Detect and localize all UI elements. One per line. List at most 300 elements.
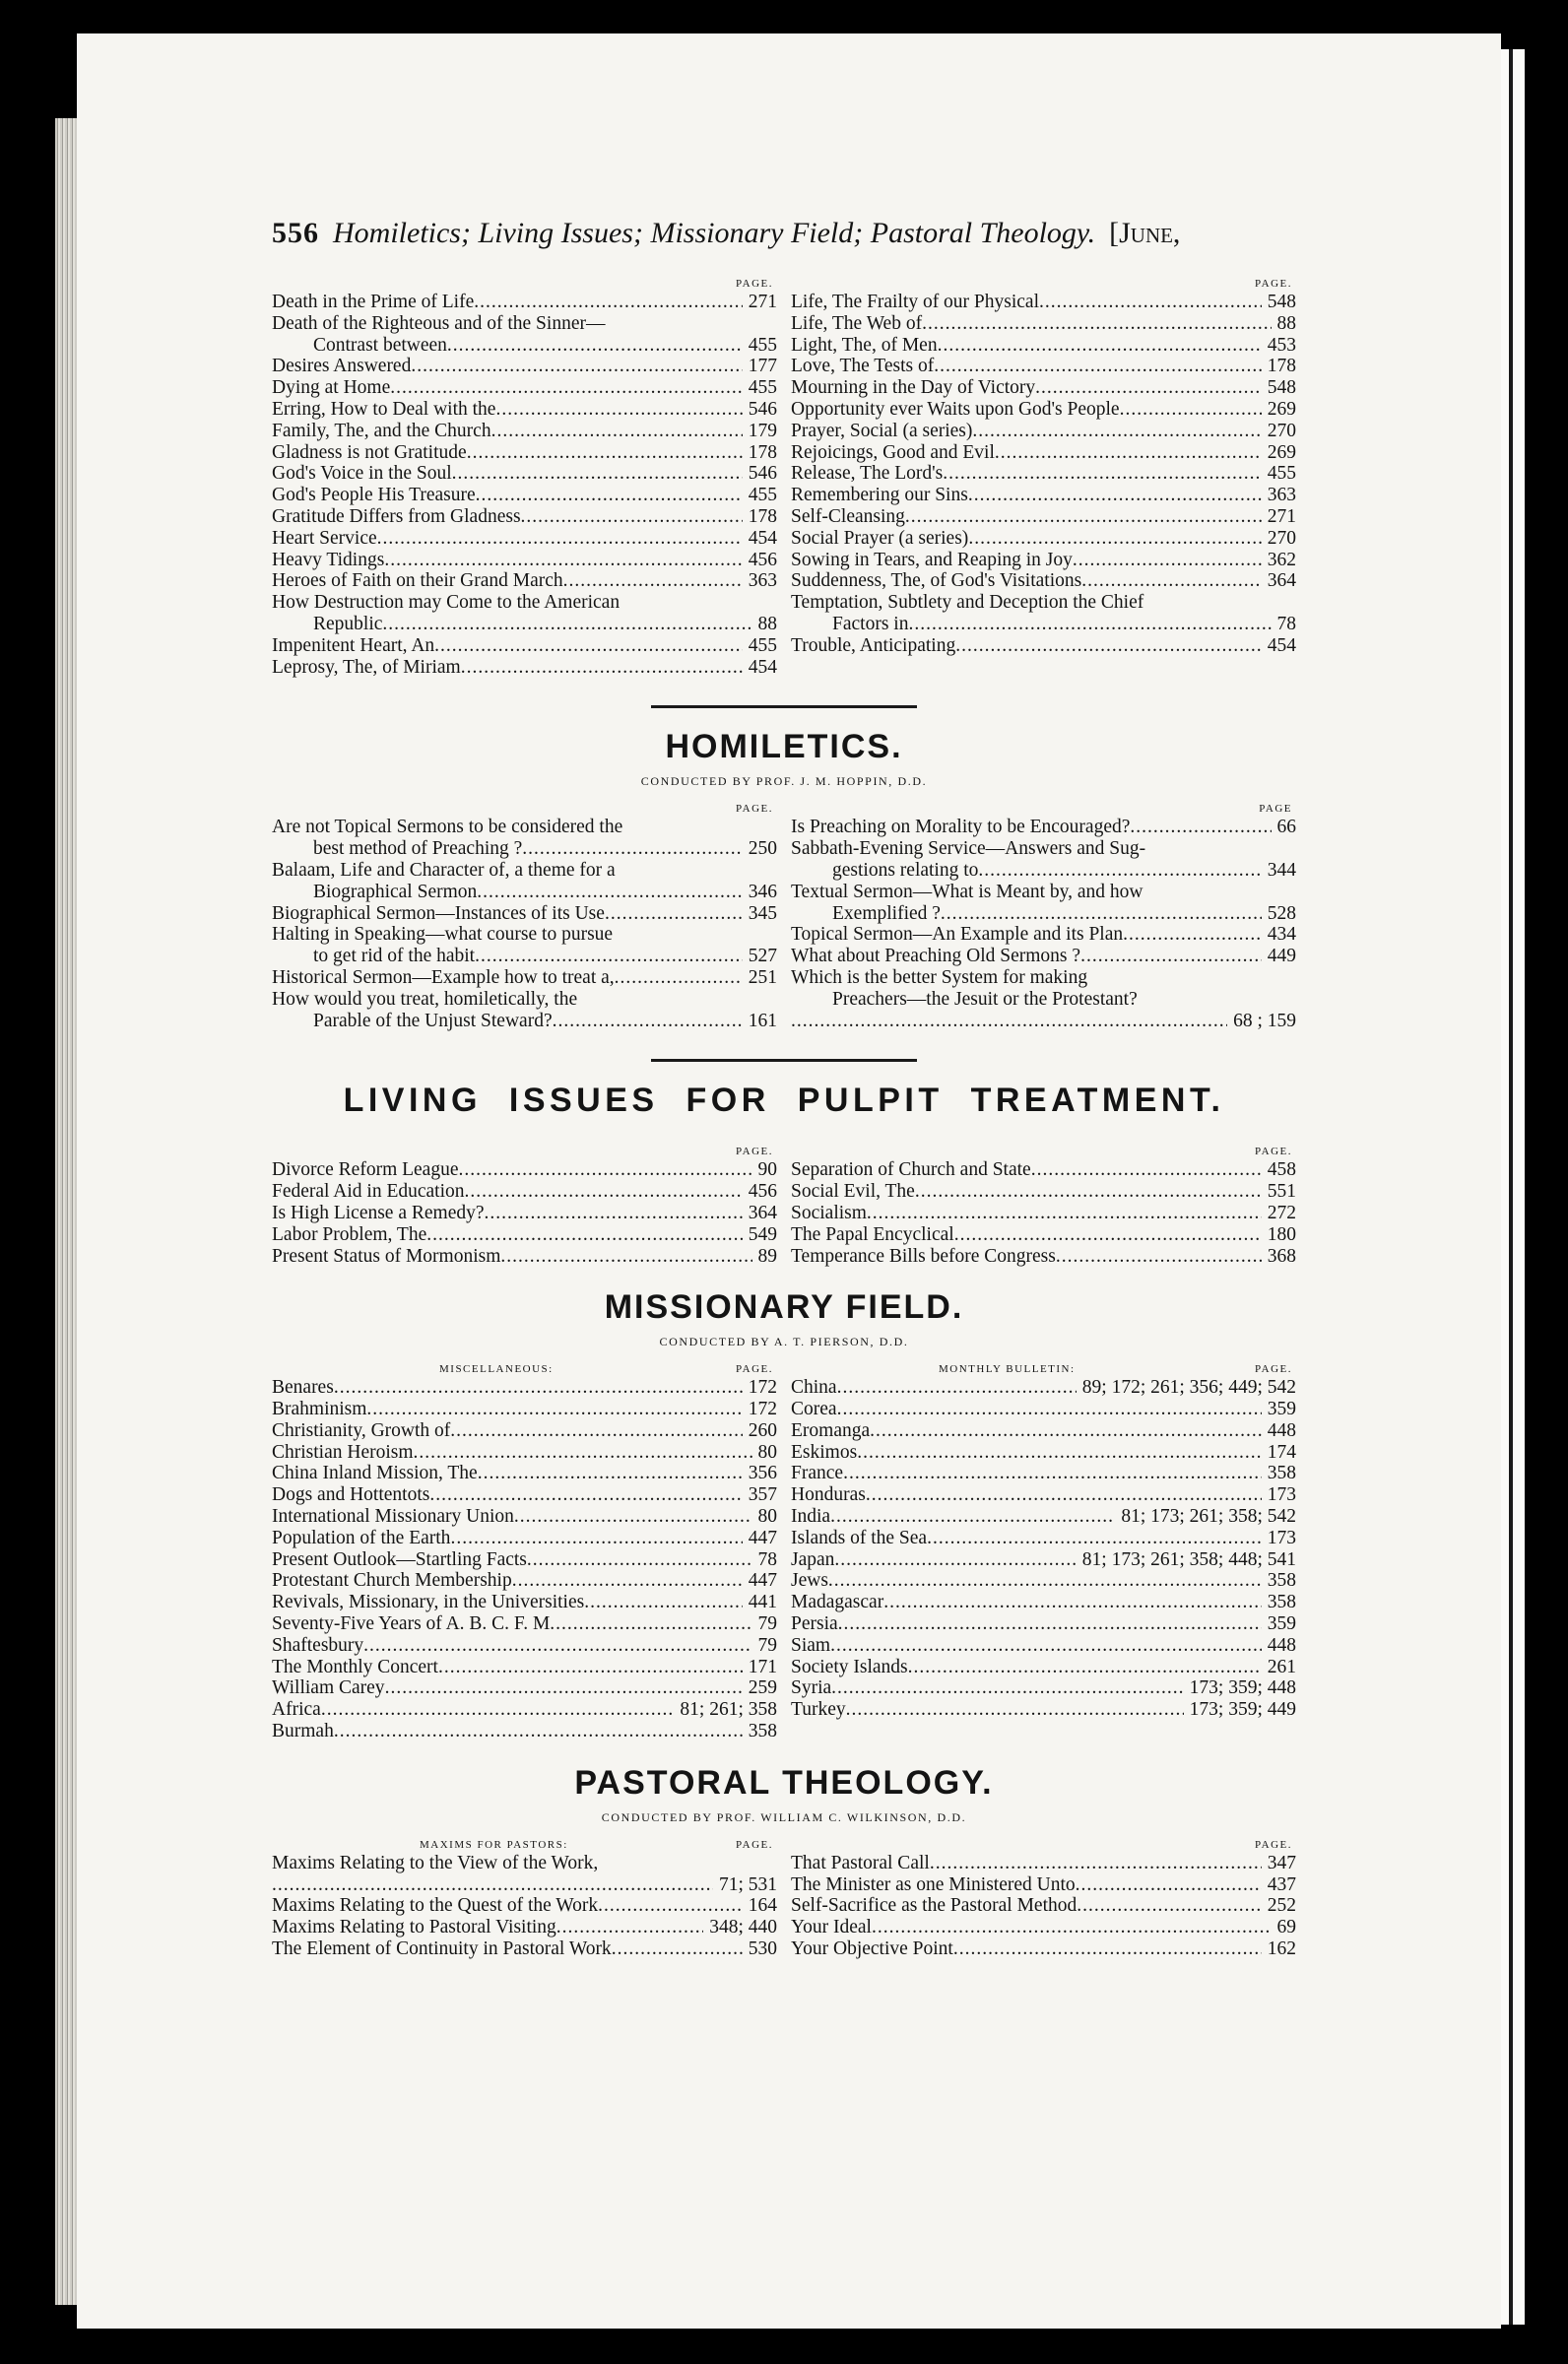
index-entry <box>791 485 1296 506</box>
entry-title: Balaam, Life and Character of, a theme for a <box>272 859 616 881</box>
entry-page: 171 <box>748 1656 777 1677</box>
entry-page: 172 <box>748 1377 777 1399</box>
entry-title: Impenitent Heart, An ..... <box>272 635 743 657</box>
entry-page: 455 <box>748 377 777 399</box>
entry-page: 344 <box>1267 859 1296 881</box>
entry-title: Siam ..... <box>791 1635 1262 1657</box>
entry-title: Eskimos ..... <box>791 1442 1262 1464</box>
entry-page: 89 <box>757 1245 777 1267</box>
entry-page: 79 <box>757 1634 777 1656</box>
page-heading: PAGE. <box>736 278 773 290</box>
facing-page-edge <box>1501 49 1525 2325</box>
column-head <box>791 1146 1296 1157</box>
entry-title: Are not Topical Sermons to be considered the <box>272 817 623 838</box>
entry-page: 259 <box>748 1677 777 1699</box>
entry-title: Revivals, Missionary, in the Universities ..... <box>272 1592 743 1613</box>
index-entry <box>272 903 777 925</box>
index-entry <box>272 1592 777 1613</box>
entry-list <box>791 1159 1296 1267</box>
entry-page: 173 <box>1267 1527 1296 1548</box>
entry-page: 80 <box>757 1506 777 1528</box>
entry-page: 252 <box>1267 1895 1296 1917</box>
index-entry <box>791 1463 1296 1484</box>
subheading: MISCELLANEOUS: <box>439 1363 554 1376</box>
index-entry <box>791 1917 1296 1938</box>
entry-page: 441 <box>748 1592 777 1613</box>
index-entry <box>272 1377 777 1399</box>
entry-page: 548 <box>1267 377 1296 399</box>
index-entry <box>272 946 777 967</box>
entry-title: Separation of Church and State ..... <box>791 1159 1262 1181</box>
entry-title: Halting in Speaking—what course to pursue <box>272 924 614 946</box>
entry-page: 178 <box>748 505 777 527</box>
index-entry <box>791 1853 1296 1874</box>
index-entry <box>791 421 1296 442</box>
running-title: Homiletics; Living Issues; Missionary Field; Pastoral Theology. <box>333 217 1096 249</box>
page-heading: PAGE. <box>1255 1838 1292 1851</box>
column-head <box>272 278 777 290</box>
entry-title: Society Islands ..... <box>791 1657 1262 1678</box>
index-entry <box>272 485 777 506</box>
entry-title: Release, The Lord's ..... <box>791 463 1262 485</box>
entry-page: 346 <box>748 881 777 902</box>
section-title-living-issues: LIVING ISSUES FOR PULPIT TREATMENT. <box>343 1082 1225 1120</box>
entry-title: Labor Problem, The ..... <box>272 1224 743 1246</box>
entry-page: 357 <box>748 1484 777 1506</box>
index-entry <box>272 1528 777 1549</box>
page-heading: PAGE. <box>1255 1146 1292 1158</box>
index-entry <box>272 1853 777 1874</box>
page-heading: PAGE. <box>1255 1363 1292 1376</box>
index-entry <box>272 506 777 528</box>
entry-page: 364 <box>1267 570 1296 592</box>
entry-title: The Element of Continuity in Pastoral Work ..... <box>272 1938 743 1960</box>
index-entry <box>791 989 1296 1011</box>
entry-title: Social Evil, The ..... <box>791 1181 1262 1203</box>
index-entry <box>272 1613 777 1635</box>
page-heading: PAGE. <box>736 1838 773 1851</box>
entry-page: 363 <box>1267 485 1296 506</box>
entry-page: 549 <box>748 1223 777 1245</box>
entry-title: Shaftesbury ..... <box>272 1635 752 1657</box>
entry-page: 68 ; 159 <box>1233 1010 1296 1031</box>
index-entry <box>272 550 777 571</box>
pastoral-columns <box>272 1839 1296 1960</box>
entry-page: 88 <box>1276 312 1296 334</box>
entry-page: 173; 359; 448 <box>1189 1677 1296 1699</box>
entry-page: 66 <box>1276 817 1296 838</box>
entry-page: 455 <box>748 634 777 656</box>
index-entry <box>791 292 1296 313</box>
index-entry <box>272 1203 777 1224</box>
entry-title: Honduras ..... <box>791 1484 1262 1506</box>
entry-title: Light, The, of Men ..... <box>791 335 1262 357</box>
conducted-by: CONDUCTED BY A. T. PIERSON, D.D. <box>659 1335 909 1349</box>
entry-title: Sowing in Tears, and Reaping in Joy ..... <box>791 550 1262 571</box>
entry-page: 178 <box>748 441 777 463</box>
index-right-column <box>791 278 1296 678</box>
index-entry <box>791 1246 1296 1268</box>
entry-page: 173; 359; 449 <box>1189 1699 1296 1721</box>
entry-list <box>791 817 1296 1031</box>
entry-page: 359 <box>1267 1613 1296 1635</box>
homiletics-right-column <box>791 803 1296 1031</box>
entry-title: Death in the Prime of Life ..... <box>272 292 743 313</box>
index-entry <box>272 1677 777 1699</box>
entry-page: 546 <box>748 463 777 485</box>
entry-page: 88 <box>757 613 777 634</box>
conducted-by: CONDUCTED BY PROF. WILLIAM C. WILKINSON, D.D. <box>601 1809 967 1824</box>
entry-title: Madagascar ..... <box>791 1592 1262 1613</box>
running-month: [June, <box>1109 217 1181 249</box>
entry-title: Self-Sacrifice as the Pastoral Method ..... <box>791 1895 1262 1917</box>
index-entry <box>791 838 1296 860</box>
index-entry <box>272 1570 777 1592</box>
entry-title: Gladness is not Gratitude ..... <box>272 442 743 464</box>
index-entry <box>791 635 1296 657</box>
index-left-column <box>272 278 777 678</box>
entry-page: 79 <box>757 1613 777 1635</box>
entry-title: That Pastoral Call ..... <box>791 1853 1262 1874</box>
entry-page: 261 <box>1267 1656 1296 1677</box>
entry-page: 447 <box>748 1527 777 1548</box>
index-entry <box>791 1677 1296 1699</box>
entry-title: Rejoicings, Good and Evil ..... <box>791 442 1262 464</box>
entry-title: How Destruction may Come to the American <box>272 592 621 614</box>
running-head <box>272 217 1296 250</box>
index-entry <box>791 1635 1296 1657</box>
entry-title: Biographical Sermon ..... <box>272 882 743 903</box>
entry-page: 449 <box>1267 946 1296 967</box>
entry-page: 90 <box>757 1159 777 1181</box>
index-entry <box>791 1159 1296 1181</box>
entry-title: Life, The Web of ..... <box>791 313 1272 335</box>
entry-title: Burmah ..... <box>272 1721 743 1742</box>
entry-page: 437 <box>1267 1873 1296 1895</box>
column-head <box>272 803 777 815</box>
entry-title: best method of Preaching ? ..... <box>272 838 743 860</box>
homiletics-left-column <box>272 803 777 1031</box>
index-entry <box>791 1181 1296 1203</box>
entry-page: 434 <box>1267 924 1296 946</box>
entry-title: Is High License a Remedy? ..... <box>272 1203 743 1224</box>
index-entry <box>272 1399 777 1420</box>
index-entry <box>791 1011 1296 1032</box>
index-entry <box>791 570 1296 592</box>
entry-title: Parable of the Unjust Steward? ..... <box>272 1011 743 1032</box>
entry-title: China ..... <box>791 1377 1077 1399</box>
entry-title: Mourning in the Day of Victory ..... <box>791 377 1262 399</box>
entry-page: 455 <box>1267 463 1296 485</box>
entry-title <box>272 1874 713 1896</box>
index-entry <box>272 292 777 313</box>
entry-title: Islands of the Sea ..... <box>791 1528 1262 1549</box>
entry-page: 251 <box>748 966 777 988</box>
entry-title: Erring, How to Deal with the ..... <box>272 399 743 421</box>
entry-title: Opportunity ever Waits upon God's People ..... <box>791 399 1262 421</box>
index-entry <box>272 924 777 946</box>
entry-title: to get rid of the habit ..... <box>272 946 743 967</box>
index-entry <box>791 614 1296 635</box>
entry-list <box>791 1377 1296 1721</box>
missionary-right-column <box>791 1363 1296 1742</box>
entry-title: Temptation, Subtlety and Deception the Chief <box>791 592 1144 614</box>
index-entry <box>791 1442 1296 1464</box>
conducted-by: CONDUCTED BY PROF. J. M. HOPPIN, D.D. <box>640 774 928 789</box>
entry-title: Is Preaching on Morality to be Encouraged? ..... <box>791 817 1272 838</box>
entry-page: 368 <box>1267 1245 1296 1267</box>
entry-title: Protestant Church Membership ..... <box>272 1570 743 1592</box>
entry-title: Christian Heroism ..... <box>272 1442 752 1464</box>
entry-page: 174 <box>1267 1441 1296 1463</box>
entry-title: Contrast between ..... <box>272 335 743 357</box>
entry-page: 454 <box>748 656 777 678</box>
entry-title: Historical Sermon—Example how to treat a, ..... <box>272 967 743 989</box>
living-issues-left-column <box>272 1146 777 1267</box>
entry-title: Federal Aid in Education ..... <box>272 1181 743 1203</box>
index-entry <box>272 1721 777 1742</box>
entry-page: 363 <box>748 570 777 592</box>
entry-title: William Carey ..... <box>272 1677 743 1699</box>
entry-title: Factors in ..... <box>791 614 1272 635</box>
entry-page: 454 <box>748 527 777 549</box>
entry-page: 358 <box>1267 1570 1296 1592</box>
entry-page: 271 <box>748 292 777 312</box>
index-entry <box>272 335 777 357</box>
entry-page: 456 <box>748 1181 777 1203</box>
entry-page: 453 <box>1267 334 1296 356</box>
index-entry <box>272 1420 777 1442</box>
index-entry <box>791 592 1296 614</box>
entry-title: Syria ..... <box>791 1677 1184 1699</box>
entry-page: 272 <box>1267 1202 1296 1223</box>
entry-page: 356 <box>748 1463 777 1484</box>
index-entry <box>272 1159 777 1181</box>
entry-page: 179 <box>748 420 777 441</box>
entry-title: Christianity, Growth of ..... <box>272 1420 743 1442</box>
entry-list <box>272 1159 777 1267</box>
entry-page: 69 <box>1276 1917 1296 1938</box>
entry-title: Trouble, Anticipating ..... <box>791 635 1262 657</box>
section-title-pastoral-theology: PASTORAL THEOLOGY. <box>574 1763 994 1802</box>
index-entry <box>791 335 1296 357</box>
index-entry <box>791 442 1296 464</box>
entry-page: 81; 261; 358 <box>680 1699 777 1721</box>
entry-page: 528 <box>1267 902 1296 924</box>
entry-title: Jews ..... <box>791 1570 1262 1592</box>
index-entry <box>791 1657 1296 1678</box>
pastoral-left-column <box>272 1839 777 1960</box>
index-entry <box>791 924 1296 946</box>
entry-page: 548 <box>1267 292 1296 312</box>
entry-page: 551 <box>1267 1181 1296 1203</box>
entry-title: Preachers—the Jesuit or the Protestant? <box>832 988 1138 1010</box>
entry-title: Corea ..... <box>791 1399 1262 1420</box>
index-entry <box>272 1917 777 1938</box>
subheading: MONTHLY BULLETIN: <box>939 1363 1076 1376</box>
index-entry <box>272 860 777 882</box>
index-entry <box>791 550 1296 571</box>
index-entry <box>272 1874 777 1896</box>
entry-page: 546 <box>748 398 777 420</box>
index-entry <box>791 1506 1296 1528</box>
index-entry <box>272 592 777 614</box>
index-entry <box>791 528 1296 550</box>
entry-title: Biographical Sermon—Instances of its Use ..... <box>272 903 743 925</box>
index-entry <box>791 1549 1296 1571</box>
entry-title: Benares ..... <box>272 1377 743 1399</box>
index-entry <box>791 1224 1296 1246</box>
entry-page: 269 <box>1267 441 1296 463</box>
entry-page: 89; 172; 261; 356; 449; 542 <box>1081 1377 1296 1399</box>
entry-title: Maxims Relating to Pastoral Visiting ..... <box>272 1917 703 1938</box>
entry-title: Textual Sermon—What is Meant by, and how <box>791 881 1143 902</box>
index-entry <box>791 506 1296 528</box>
entry-title: Maxims Relating to the Quest of the Work ..... <box>272 1895 743 1917</box>
entry-title: Population of the Earth ..... <box>272 1528 743 1549</box>
entry-title: Eromanga ..... <box>791 1420 1262 1442</box>
index-entry <box>791 1399 1296 1420</box>
entry-page: 345 <box>748 902 777 924</box>
entry-page: 359 <box>1267 1399 1296 1420</box>
entry-title: The Minister as one Ministered Unto ..... <box>791 1874 1262 1896</box>
entry-list <box>791 1853 1296 1960</box>
entry-title: Divorce Reform League ..... <box>272 1159 752 1181</box>
index-entry <box>791 1592 1296 1613</box>
homiletics-columns <box>272 803 1296 1031</box>
entry-title: Japan ..... <box>791 1549 1077 1571</box>
index-entry <box>272 989 777 1011</box>
entry-title: Turkey ..... <box>791 1699 1184 1721</box>
entry-page: 270 <box>1267 527 1296 549</box>
page-heading: PAGE. <box>1255 278 1292 290</box>
index-entry <box>272 1224 777 1246</box>
index-entry <box>272 1011 777 1032</box>
index-entry <box>791 1938 1296 1960</box>
index-entry <box>791 1420 1296 1442</box>
entry-title: God's Voice in the Soul ..... <box>272 463 743 485</box>
index-entry <box>272 463 777 485</box>
entry-page: 362 <box>1267 549 1296 570</box>
index-entry <box>791 1613 1296 1635</box>
entry-title: Family, The, and the Church ..... <box>272 421 743 442</box>
entry-title: Brahminism ..... <box>272 1399 743 1420</box>
column-head <box>272 1839 777 1851</box>
index-entry <box>791 1874 1296 1896</box>
page-heading: PAGE. <box>736 1146 773 1158</box>
page-heading: PAGE. <box>736 1363 773 1376</box>
index-entry <box>791 463 1296 485</box>
entry-page: 454 <box>1267 634 1296 656</box>
entry-page: 447 <box>748 1570 777 1592</box>
entry-page: 173 <box>1267 1484 1296 1506</box>
entry-title: What about Preaching Old Sermons ? ..... <box>791 946 1262 967</box>
living-issues-columns <box>272 1146 1296 1267</box>
entry-title: Dying at Home ..... <box>272 377 743 399</box>
entry-page: 530 <box>748 1938 777 1960</box>
entry-page: 456 <box>748 549 777 570</box>
pastoral-right-column <box>791 1839 1296 1960</box>
section-title-homiletics: HOMILETICS. <box>665 728 903 766</box>
index-entry <box>272 1699 777 1721</box>
entry-title: gestions relating to ..... <box>791 860 1262 882</box>
entry-title: France ..... <box>791 1463 1262 1484</box>
entry-page: 448 <box>1267 1419 1296 1441</box>
entry-title: How would you treat, homiletically, the <box>272 988 578 1010</box>
living-issues-right-column <box>791 1146 1296 1267</box>
entry-title: Social Prayer (a series) ..... <box>791 528 1262 550</box>
entry-title: Suddenness, The, of God's Visitations ..... <box>791 570 1262 592</box>
entry-title: Which is the better System for making <box>791 966 1088 988</box>
entry-title: Gratitude Differs from Gladness ..... <box>272 506 743 528</box>
entry-title: India ..... <box>791 1506 1115 1528</box>
index-entry <box>272 882 777 903</box>
index-entry <box>272 1938 777 1960</box>
entry-title: Exemplified ? ..... <box>791 903 1262 925</box>
entry-page: 162 <box>1267 1938 1296 1960</box>
entry-title: Maxims Relating to the View of the Work, <box>272 1852 599 1873</box>
entry-page: 358 <box>748 1721 777 1742</box>
entry-title: Self-Cleansing ..... <box>791 506 1262 528</box>
index-entry <box>791 903 1296 925</box>
missionary-columns <box>272 1363 1296 1742</box>
entry-page: 250 <box>748 838 777 860</box>
section-rule <box>651 705 917 708</box>
entry-page: 364 <box>748 1202 777 1223</box>
entry-title: Heart Service ..... <box>272 528 743 550</box>
column-head <box>791 1363 1296 1375</box>
index-entry <box>272 614 777 635</box>
index-entry <box>272 1635 777 1657</box>
entry-title: Socialism ..... <box>791 1203 1262 1224</box>
column-head <box>791 803 1296 815</box>
section-rule <box>651 1059 917 1062</box>
index-entry <box>272 838 777 860</box>
entry-title: Desires Answered ..... <box>272 356 743 377</box>
entry-list <box>272 1853 777 1960</box>
index-entry <box>791 967 1296 989</box>
entry-page: 458 <box>1267 1159 1296 1181</box>
missionary-left-column <box>272 1363 777 1742</box>
index-entry <box>272 528 777 550</box>
index-entry <box>791 1699 1296 1721</box>
section-title-missionary-field: MISSIONARY FIELD. <box>604 1288 964 1327</box>
index-entry <box>272 657 777 679</box>
entry-list <box>791 292 1296 657</box>
index-entry <box>272 1484 777 1506</box>
entry-title: Present Outlook—Startling Facts ..... <box>272 1549 752 1571</box>
page-heading: PAGE. <box>736 803 773 816</box>
entry-title: Leprosy, The, of Miriam ..... <box>272 657 743 679</box>
entry-page: 78 <box>1276 613 1296 634</box>
entry-page: 178 <box>1267 356 1296 377</box>
entry-page: 260 <box>748 1419 777 1441</box>
index-entry <box>791 946 1296 967</box>
index-entry <box>272 1246 777 1268</box>
subheading: MAXIMS FOR PASTORS: <box>420 1838 568 1851</box>
entry-title: Sabbath-Evening Service—Answers and Sug- <box>791 838 1146 860</box>
page-content <box>272 217 1296 1960</box>
entry-page: 455 <box>748 485 777 506</box>
entry-title: Africa ..... <box>272 1699 674 1721</box>
index-entry <box>791 1570 1296 1592</box>
entry-page: 177 <box>748 356 777 377</box>
entry-title <box>791 1011 1227 1032</box>
index-entry <box>272 442 777 464</box>
column-head <box>272 1146 777 1157</box>
entry-title: Your Objective Point ..... <box>791 1938 1262 1960</box>
index-entry <box>272 635 777 657</box>
